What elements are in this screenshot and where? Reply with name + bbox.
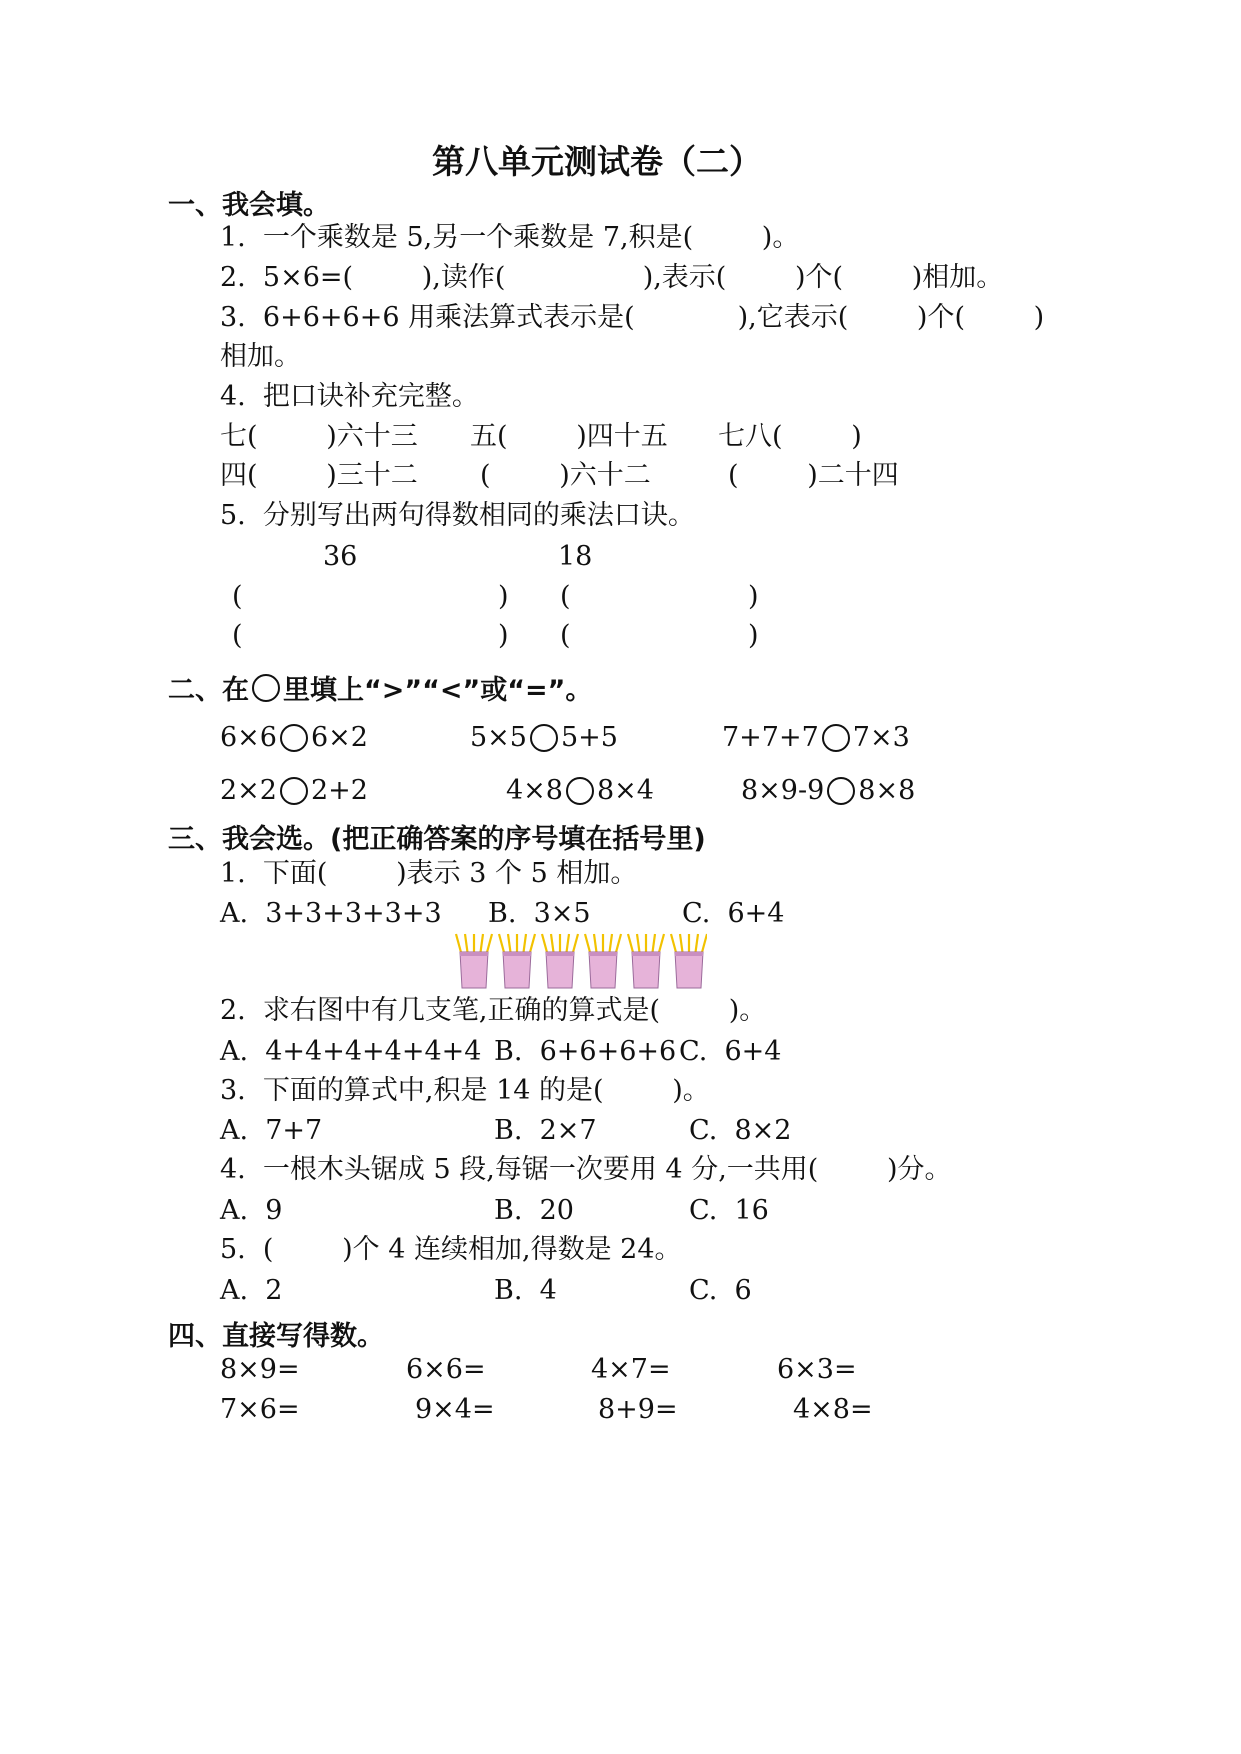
choice-a: A. 9 (220, 1195, 283, 1226)
compare-right: 7×3 (852, 722, 910, 753)
s3-question-3: 3. 下面的算式中,积是 14 的是( )。 (220, 1075, 710, 1106)
compare-right: 2+2 (310, 775, 368, 806)
pencil-cup-icon (671, 934, 707, 988)
calc-item: 4×8= (793, 1394, 873, 1425)
section-2-heading-post: 里填上“>”“<”或“=”。 (283, 675, 593, 706)
answer-paren-open: ( (560, 581, 571, 612)
answer-paren-open: ( (560, 620, 571, 651)
choice-b: B. 4 (494, 1275, 557, 1306)
calc-item: 4×7= (591, 1354, 671, 1385)
pencil-cup-icon (585, 934, 621, 988)
s3-question-4: 4. 一根木头锯成 5 段,每锯一次要用 4 分,一共用( )分。 (220, 1154, 952, 1185)
answer-paren-open: ( (232, 620, 243, 651)
pencil-cup-icon (499, 934, 535, 988)
choice-a: A. 7+7 (220, 1115, 323, 1146)
compare-left: 5×5 (470, 722, 527, 753)
verse-blank: 七( )六十三 (220, 421, 418, 452)
verse-blank: 五( )四十五 (470, 421, 668, 452)
s1-question-3-cont: 相加。 (220, 341, 301, 372)
choice-b: B. 3×5 (488, 898, 591, 929)
verse-blank: ( )六十二 (480, 460, 651, 491)
calc-item: 6×3= (777, 1354, 857, 1385)
compare-item (741, 775, 915, 807)
compare-left: 7+7+7 (722, 722, 819, 753)
target-number: 18 (558, 541, 593, 572)
s1-question-1: 1. 一个乘数是 5,另一个乘数是 7,积是( )。 (220, 222, 800, 253)
compare-right: 6×2 (310, 722, 368, 753)
compare-item (506, 775, 654, 807)
choice-c: C. 6 (689, 1275, 752, 1306)
compare-right: 8×8 (858, 775, 916, 806)
pencil-cups-image (452, 930, 707, 992)
verse-blank: 七八( ) (718, 421, 862, 452)
compare-circle-icon (252, 674, 280, 702)
s1-question-4: 4. 把口诀补充完整。 (220, 381, 479, 412)
compare-right: 8×4 (596, 775, 654, 806)
compare-circle-icon[interactable] (822, 724, 850, 752)
compare-item (470, 722, 618, 754)
calc-item: 9×4= (415, 1394, 495, 1425)
choice-a: A. 2 (220, 1275, 283, 1306)
calc-item: 6×6= (406, 1354, 486, 1385)
pencil-cup-icon (456, 934, 492, 988)
pencil-cup-icon (542, 934, 578, 988)
compare-circle-icon[interactable] (280, 724, 308, 752)
compare-item (722, 722, 910, 754)
answer-paren-close: ) (748, 620, 759, 651)
pencil-cup-icon (628, 934, 664, 988)
compare-item (220, 775, 368, 807)
compare-left: 4×8 (506, 775, 563, 806)
answer-paren-close: ) (498, 581, 509, 612)
calc-item: 7×6= (220, 1394, 300, 1425)
verse-blank: ( )二十四 (728, 460, 899, 491)
s3-question-1: 1. 下面( )表示 3 个 5 相加。 (220, 858, 638, 889)
section-2-heading (168, 668, 592, 707)
verse-blank: 四( )三十二 (220, 460, 418, 491)
s1-question-3: 3. 6+6+6+6 用乘法算式表示是( ),它表示( )个( ) (220, 302, 1045, 333)
section-2-heading-pre: 二、在 (168, 675, 249, 706)
choice-b: B. 2×7 (494, 1115, 597, 1146)
compare-left: 2×2 (220, 775, 277, 806)
target-number: 36 (323, 541, 358, 572)
answer-paren-close: ) (498, 620, 509, 651)
compare-left: 6×6 (220, 722, 277, 753)
compare-circle-icon[interactable] (530, 724, 558, 752)
compare-left: 8×9-9 (741, 775, 825, 806)
page-title: 第八单元测试卷（二） (432, 142, 762, 181)
section-3-heading: 三、我会选。(把正确答案的序号填在括号里) (168, 824, 706, 855)
choice-b: B. 20 (494, 1195, 574, 1226)
choice-c: C. 6+4 (679, 1036, 782, 1067)
s1-question-5: 5. 分别写出两句得数相同的乘法口诀。 (220, 500, 695, 531)
compare-right: 5+5 (560, 722, 618, 753)
s3-question-2: 2. 求右图中有几支笔,正确的算式是( )。 (220, 995, 767, 1026)
choice-a: A. 3+3+3+3+3 (220, 898, 442, 929)
answer-paren-close: ) (748, 581, 759, 612)
s3-question-5: 5. ( )个 4 连续相加,得数是 24。 (220, 1234, 682, 1265)
compare-circle-icon[interactable] (280, 777, 308, 805)
choice-b: B. 6+6+6+6 (494, 1036, 677, 1067)
calc-item: 8+9= (598, 1394, 678, 1425)
section-4-heading: 四、直接写得数。 (168, 1321, 384, 1352)
compare-item (220, 722, 368, 754)
choice-a: A. 4+4+4+4+4+4 (220, 1036, 482, 1067)
s1-question-2: 2. 5×6=( ),读作( ),表示( )个( )相加。 (220, 262, 1004, 293)
choice-c: C. 8×2 (689, 1115, 792, 1146)
compare-circle-icon[interactable] (827, 777, 855, 805)
compare-circle-icon[interactable] (566, 777, 594, 805)
choice-c: C. 6+4 (682, 898, 785, 929)
calc-item: 8×9= (220, 1354, 300, 1385)
section-1-heading: 一、我会填。 (168, 190, 330, 221)
choice-c: C. 16 (689, 1195, 769, 1226)
answer-paren-open: ( (232, 581, 243, 612)
